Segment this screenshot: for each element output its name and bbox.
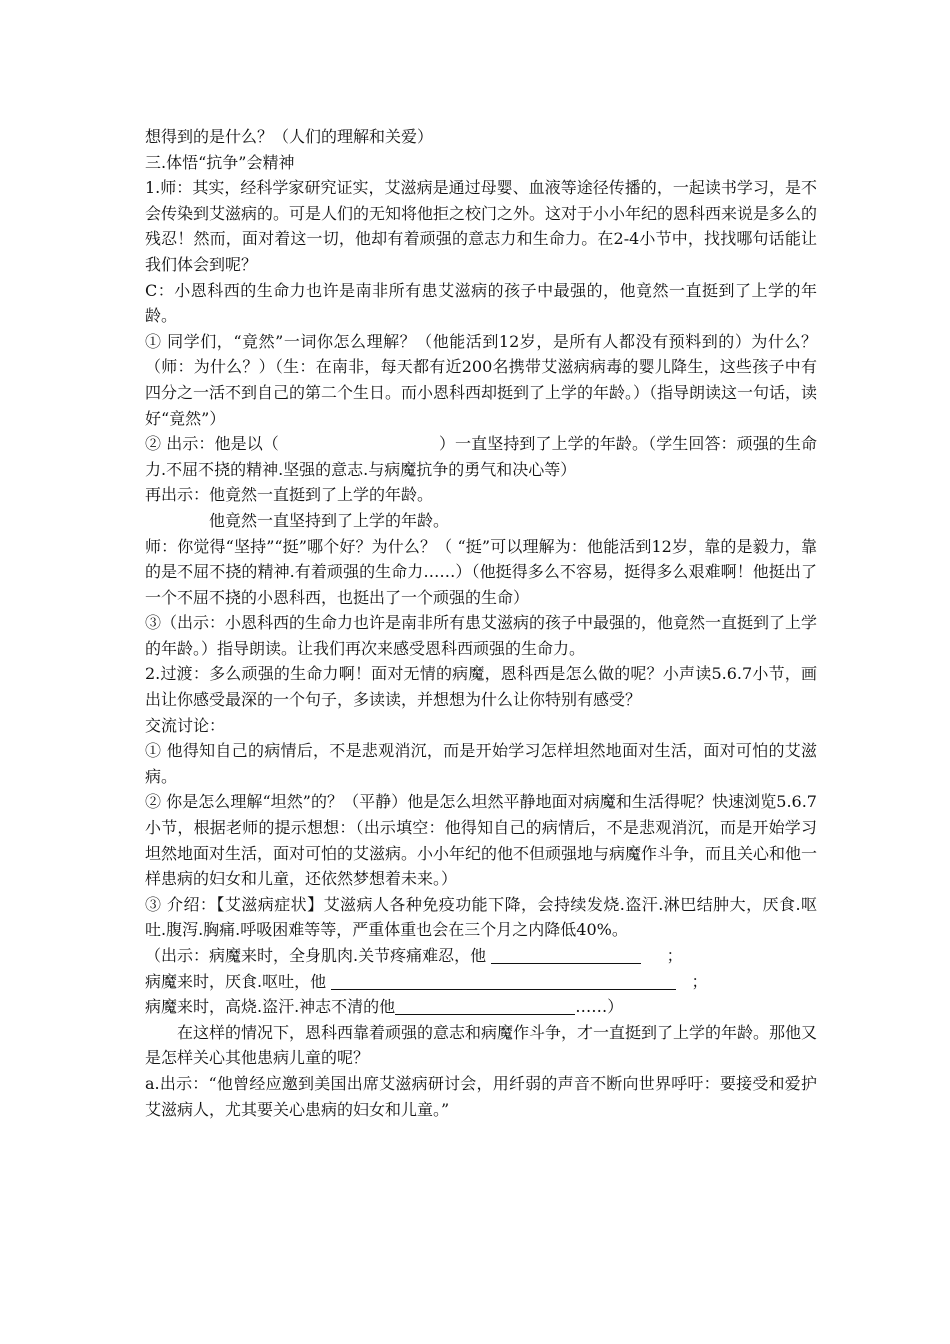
blank-line <box>331 971 676 990</box>
fill-line <box>145 943 817 969</box>
text: ； <box>666 946 683 965</box>
paragraph: a.出示：“他曾经应邀到美国出席艾滋病研讨会，用纤弱的声音不断向世界呼吁：要接受和爱护艾滋病人，尤其要关心患病的妇女和儿童。” <box>145 1073 817 1119</box>
paragraph: ① 他得知自己的病情后，不是悲观消沉，而是开始学习怎样坦然地面对生活，面对可怕的艾滋病。 <box>145 741 817 786</box>
fill-line <box>145 994 817 1020</box>
paragraph: 他竟然一直坚持到了上学的年龄。 <box>209 510 450 530</box>
document-body <box>145 124 817 1122</box>
text: ……） <box>575 997 624 1017</box>
paragraph: 想得到的是什么？（人们的理解和关爱） <box>145 127 434 146</box>
paragraph: ② 你是怎么理解“坦然”的？（平静）他是怎么坦然平静地面对病魔和生活得呢？快速浏览5.6.7小节，根据老师的提示想想：（出示填空：他得知自己的病情后，不是悲观消沉，而是开始学习坦然地面对生活，面对可怕的艾滋病。小小年纪的他不但顽强地与病魔作斗争，而且关心和他一样患病的妇女和儿童，还依然梦想着未来。） <box>145 792 818 889</box>
text: ）一直坚持到了上学的年龄。（学生回答：顽强的生命力.不屈不挠的精神.坚强的意志.与病魔抗争的勇气和决心等） <box>145 434 817 479</box>
paragraph: 1.师：其实，经科学家研究证实，艾滋病是通过母婴、血液等途径传播的，一起读书学习，是不会传染到艾滋病的。可是人们的无知将他拒之校门之外。这对于小小年纪的恩科西来说是多么的残忍！然而，面对着这一切，他却有着顽强的意志力和生命力。在2-4小节中，找找哪句话能让我们体会到呢？ <box>145 178 818 274</box>
paragraph: 师：你觉得“坚持”“挺”哪个好？为什么？（ “挺”可以理解为：他能活到12岁，靠的是毅力，靠的是不屈不挠的精神.有着顽强的生命力……）（他挺得多么不容易，挺得多么艰难啊！他挺出了一个不屈不挠的小恩科西，也挺出了一个顽强的生命） <box>145 536 817 607</box>
blank-line <box>395 996 575 1015</box>
text: 病魔来时，厌食.呕吐，他 <box>145 971 327 991</box>
text: （出示：病魔来时，全身肌肉.关节疼痛难忍，他 <box>145 946 487 965</box>
paragraph: 2.过渡：多么顽强的生命力啊！面对无情的病魔，恩科西是怎么做的呢？小声读5.6.7小节，画出让你感受最深的一个句子，多读读，并想想为什么让你特别有感受？ <box>145 664 817 710</box>
paragraph: ① 同学们，“竟然”一词你怎么理解？（他能活到12岁，是所有人都没有预料到的）为什么？（师：为什么？）（生：在南非，每天都有近200名携带艾滋病病毒的婴儿降生，这些孩子中有四分之一活不到自己的第二个生日。而小恩科西却挺到了上学的年龄。）（指导朗读这一句话，读好“竟然”） <box>145 331 818 428</box>
paragraph: 交流讨论： <box>145 715 226 735</box>
paragraph: 在这样的情况下，恩科西靠着顽强的意志和病魔作斗争，才一直挺到了上学的年龄。那他又是怎样关心其他患病儿童的呢？ <box>145 1022 818 1068</box>
paragraph-fill-blank <box>145 431 817 482</box>
blank-line <box>491 945 641 964</box>
paragraph: ③ 介绍：【艾滋病症状】艾滋病人各种免疫功能下降，会持续发烧.盗汗.淋巴结肿大，厌食.呕吐.腹泻.胸痛.呼吸困难等等，严重体重也会在三个月之内降低40%。 <box>145 894 817 940</box>
paragraph: ③（出示：小恩科西的生命力也许是南非所有患艾滋病的孩子中最强的，他竟然一直挺到了上学的年龄。）指导朗读。让我们再次来感受恩科西顽强的生命力。 <box>145 613 818 658</box>
text: ； <box>691 971 708 991</box>
paragraph: 再出示：他竟然一直挺到了上学的年龄。 <box>145 485 434 505</box>
text: ② 出示：他是以（ <box>145 434 279 454</box>
text: 病魔来时，高烧.盗汗.神志不清的他 <box>145 997 396 1017</box>
paragraph: C：小恩科西的生命力也许是南非所有患艾滋病的孩子中最强的，他竟然一直挺到了上学的年龄。 <box>145 280 817 326</box>
section-heading: 三.体悟“抗争”会精神 <box>145 152 295 172</box>
fill-line <box>145 969 817 995</box>
